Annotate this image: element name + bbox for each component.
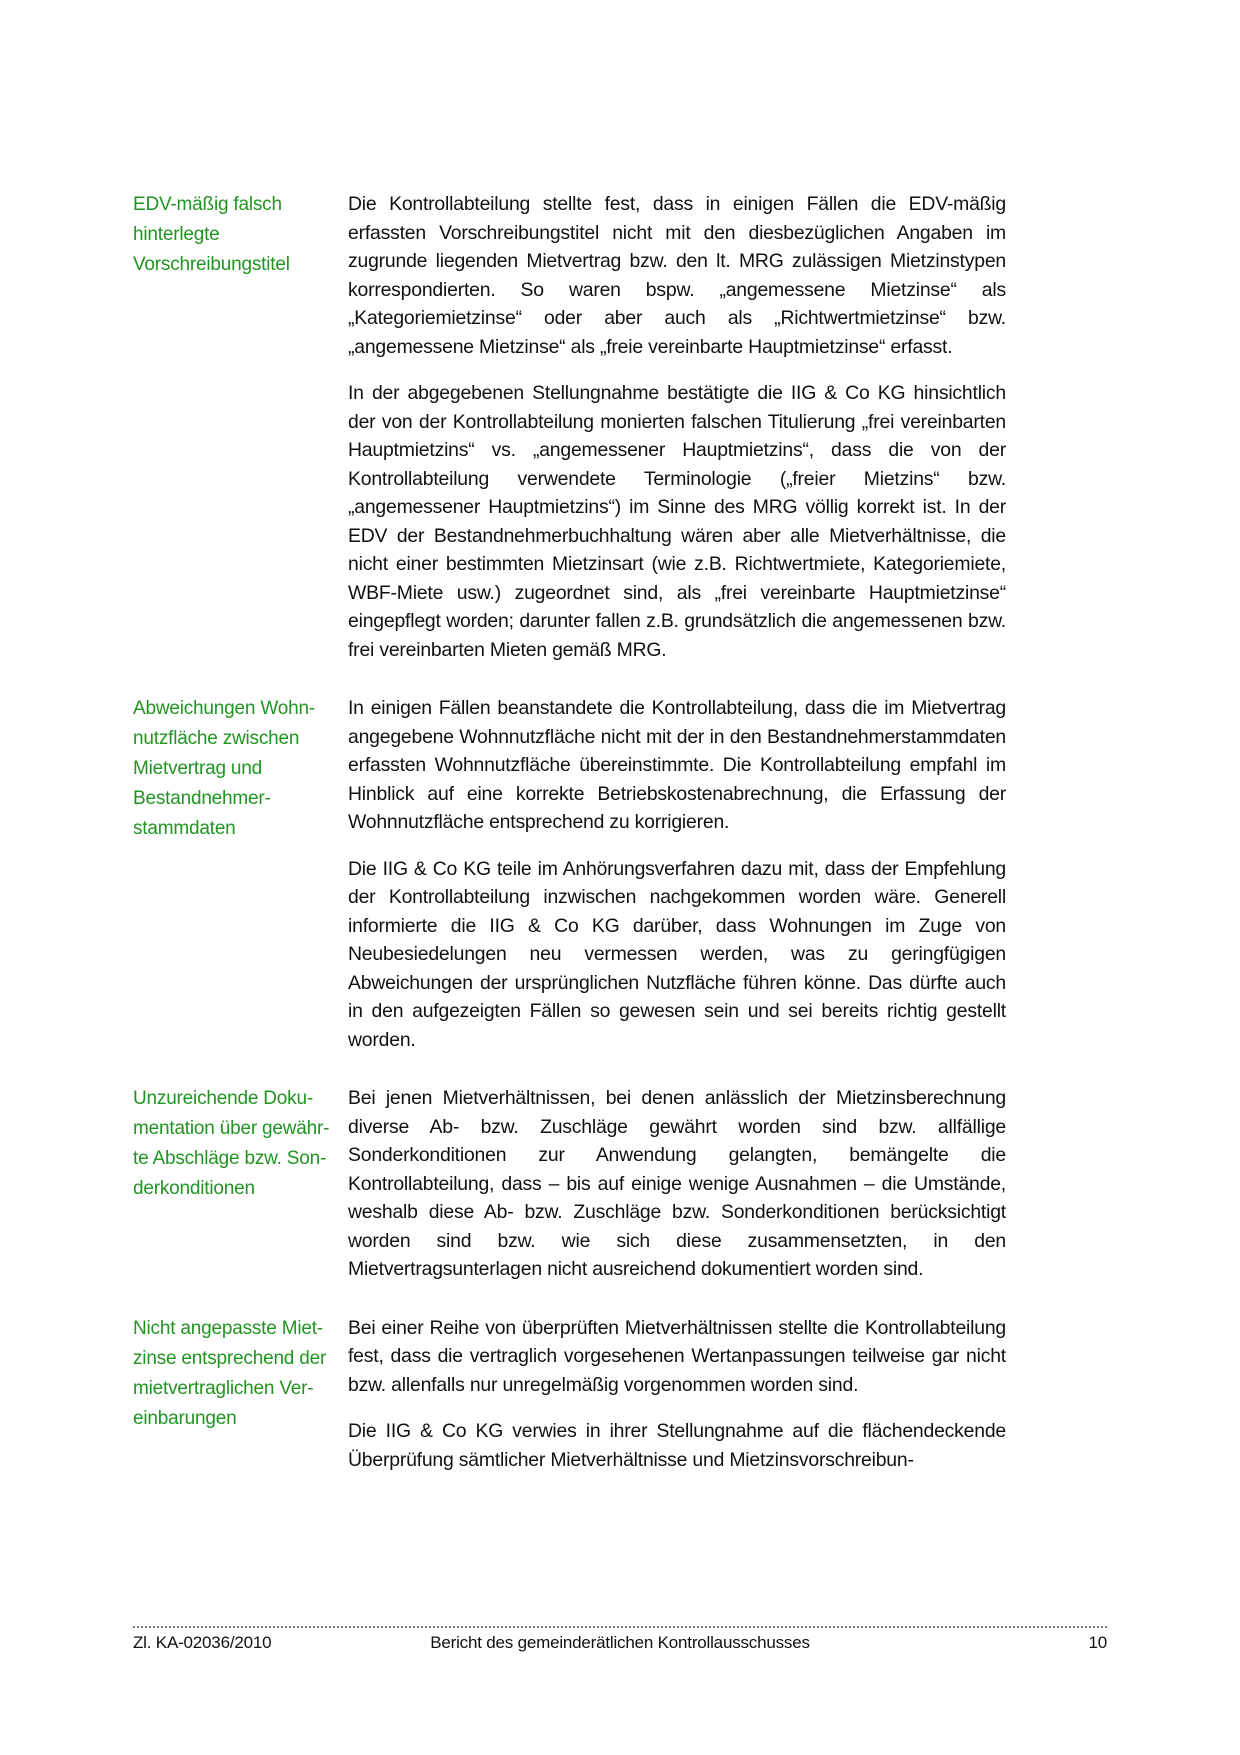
body-paragraph: Bei jenen Mietverhältnissen, bei denen anlässlich der Mietzinsberechnung diverse Ab- bzw. Zuschläge gewährt worden sind bzw. allfällige Sonderkonditionen zur Anwendung gelangten, bemängelte die Kontrollabteilung, dass – bis auf einige wenige Ausnahmen – die Umstände, weshalb diese Ab- bzw. Zuschläge bzw. Sonderkonditionen berücksichtigt worden sind bzw. wie sich diese zusammensetzten, in den Mietvertragsunterlagen nicht ausreichend dokumentiert worden sind.: [348, 1087, 1006, 1280]
report-section: [133, 190, 1006, 664]
margin-heading-line: mietvertraglichen Ver-: [133, 1377, 314, 1399]
margin-heading-line: stammdaten: [133, 818, 236, 839]
section-margin-heading: [133, 1084, 348, 1204]
margin-heading-line: zinse entsprechend der: [133, 1347, 327, 1369]
section-margin-heading: [133, 694, 348, 844]
body-paragraph: Die IIG & Co KG verwies in ihrer Stellungnahme auf die flächendeckende Überprüfung sämtlicher Mietverhältnisse und Mietzinsvorschreibun-: [348, 1420, 1006, 1471]
report-section: [133, 694, 1006, 1054]
footer-page-number: 10: [1088, 1633, 1108, 1652]
margin-heading-line: te Abschläge bzw. Son-: [133, 1148, 327, 1169]
section-paragraphs: [348, 1314, 1006, 1475]
margin-heading-line: nutzfläche zwischen: [133, 728, 300, 749]
body-paragraph: Bei einer Reihe von überprüften Mietverhältnissen stellte die Kontrollabteilung fest, dass die vertraglich vorgesehenen Wertanpassungen teilweise gar nicht bzw. allenfalls nur unregelmäßig vorgenommen worden sind.: [348, 1316, 1006, 1396]
page-footer: [133, 1626, 1107, 1653]
report-section: [133, 1314, 1006, 1475]
section-margin-heading: [133, 1314, 348, 1434]
margin-heading-line: EDV-mäßig falsch: [133, 194, 282, 215]
body-paragraph: Die IIG & Co KG teile im Anhörungsverfahren dazu mit, dass der Empfehlung der Kontrollabteilung inzwischen nachgekommen worden wäre. Generell informierte die IIG & Co KG darüber, dass Wohnungen im Zuge von Neubesiedelungen neu vermessen werden, was zu geringfügigen Abweichungen der ursprünglichen Nutzfläche führen könne. Das dürfte auch in den aufgezeigten Fällen so gewesen sein und sei bereits richtig gestellt worden.: [348, 857, 1006, 1051]
margin-heading-line: Mietvertrag und: [133, 758, 263, 779]
report-body: [133, 190, 1006, 1474]
body-paragraph: In der abgegebenen Stellungnahme bestätigte die IIG & Co KG hinsichtlich der von der Kontrollabteilung monierten falschen Titulierung „frei vereinbarten Hauptmietzins“ vs. „angemessener Hauptmietzins“, dass die von der Kontrollabteilung verwendete Terminologie („freier Mietzins“ bzw. „angemessener Hauptmietzins“) im Sinne des MRG völlig korrekt ist. In der EDV der Bestandnehmerbuchhaltung wären aber alle Mietverhältnisse, die nicht einer bestimmten Mietzinsart (wie z.B. Richtwertmiete, Kategoriemiete, WBF-Miete usw.) zugeordnet sind, als „frei vereinbarte Hauptmietzinse“ eingepflegt worden; darunter fallen z.B. grundsätzlich die angemessenen bzw. frei vereinbarten Mieten gemäß MRG.: [348, 382, 1006, 661]
section-paragraphs: [348, 694, 1006, 1054]
footer-reference-number: Zl. KA-02036/2010: [133, 1633, 272, 1652]
margin-heading-line: derkonditionen: [133, 1178, 255, 1199]
body-paragraph: In einigen Fällen beanstandete die Kontrollabteilung, dass die im Mietvertrag angegebene Wohnnutzfläche nicht mit der in den Bestandnehmerstammdaten erfassten Wohnnutzfläche übereinstimmte. Die Kontrollabteilung empfahl im Hinblick auf eine korrekte Betriebskostenabrechnung, die Erfassung der Wohnnutzfläche entsprechend zu korrigieren.: [348, 697, 1006, 833]
margin-heading-line: hinterlegte: [133, 224, 220, 245]
margin-heading-line: Abweichungen Wohn-: [133, 698, 315, 719]
margin-heading-line: Bestandnehmer-: [133, 788, 271, 809]
section-margin-heading: [133, 190, 348, 280]
margin-heading-line: Nicht angepasste Miet-: [133, 1317, 323, 1339]
margin-heading-line: Unzureichende Doku-: [133, 1088, 313, 1109]
margin-heading-line: Vorschreibungstitel: [133, 254, 290, 275]
footer-document-title: Bericht des gemeinderätlichen Kontrollausschusses: [430, 1633, 810, 1652]
section-paragraphs: [348, 1084, 1006, 1284]
margin-heading-line: einbarungen: [133, 1407, 237, 1429]
section-paragraphs: [348, 190, 1006, 664]
margin-heading-line: mentation über gewähr-: [133, 1118, 330, 1139]
body-paragraph: Die Kontrollabteilung stellte fest, dass in einigen Fällen die EDV-mäßig erfassten Vorschreibungstitel nicht mit den diesbezüglichen Angaben im zugrunde liegenden Mietvertrag bzw. den lt. MRG zulässigen Mietzinstypen korrespondierten. So waren bspw. „angemessene Mietzinse“ als „Kategoriemietzinse“ oder aber auch als „Richtwertmietzinse“ bzw. „angemessene Mietzinse“ als „freie vereinbarte Hauptmietzinse“ erfasst.: [348, 193, 1006, 358]
report-section: [133, 1084, 1006, 1284]
